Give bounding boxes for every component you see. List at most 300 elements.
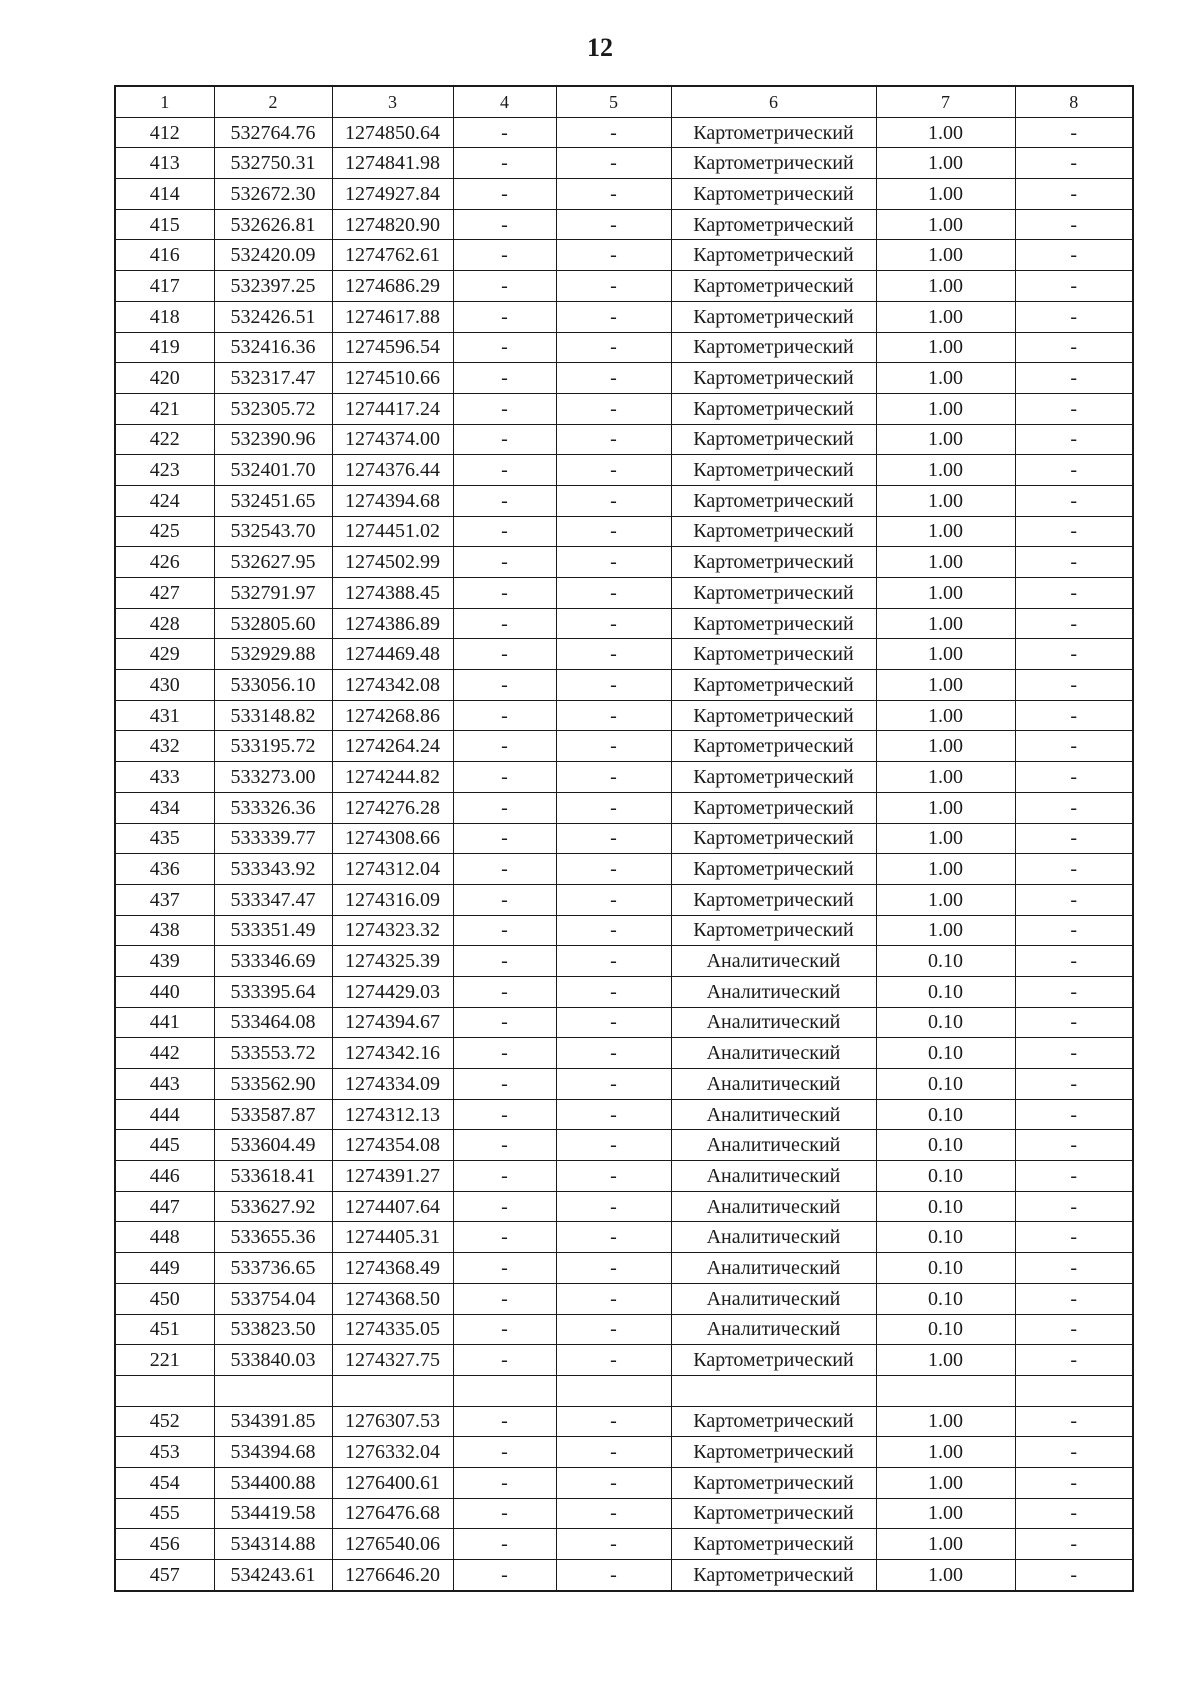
cell-y-coordinate: 1276540.06 (332, 1529, 453, 1560)
cell-accuracy: 0.10 (876, 1038, 1015, 1069)
cell-accuracy: 1.00 (876, 1560, 1015, 1591)
cell-col-5: - (556, 1467, 671, 1498)
cell-col-4: - (453, 1253, 556, 1284)
cell-x-coordinate: 533627.92 (214, 1191, 332, 1222)
cell-col-4: - (453, 363, 556, 394)
cell-col-5: - (556, 1007, 671, 1038)
cell-point-number (115, 1375, 214, 1406)
cell-col-5: - (556, 762, 671, 793)
table-row (115, 1038, 1133, 1069)
cell-method: Аналитический (671, 1314, 876, 1345)
cell-col-8: - (1015, 1222, 1133, 1253)
cell-col-4: - (453, 271, 556, 302)
cell-y-coordinate (332, 1375, 453, 1406)
cell-x-coordinate: 533343.92 (214, 854, 332, 885)
cell-x-coordinate: 532791.97 (214, 578, 332, 609)
cell-col-4: - (453, 578, 556, 609)
table-separator-row (115, 1375, 1133, 1406)
cell-col-4: - (453, 1437, 556, 1468)
cell-col-4: - (453, 884, 556, 915)
cell-y-coordinate: 1276646.20 (332, 1560, 453, 1591)
table-row (115, 639, 1133, 670)
cell-col-8: - (1015, 823, 1133, 854)
table-row (115, 976, 1133, 1007)
cell-x-coordinate: 533562.90 (214, 1069, 332, 1100)
cell-col-4: - (453, 1467, 556, 1498)
cell-col-5: - (556, 731, 671, 762)
cell-x-coordinate: 533464.08 (214, 1007, 332, 1038)
cell-accuracy: 1.00 (876, 148, 1015, 179)
cell-col-5: - (556, 179, 671, 210)
cell-accuracy: 0.10 (876, 1130, 1015, 1161)
table-row (115, 1007, 1133, 1038)
cell-col-8: - (1015, 670, 1133, 701)
cell-col-4: - (453, 209, 556, 240)
cell-point-number: 413 (115, 148, 214, 179)
cell-col-8: - (1015, 179, 1133, 210)
cell-x-coordinate: 533553.72 (214, 1038, 332, 1069)
table-row (115, 884, 1133, 915)
cell-y-coordinate: 1274502.99 (332, 547, 453, 578)
cell-col-8: - (1015, 271, 1133, 302)
column-header-5: 5 (556, 86, 671, 117)
cell-x-coordinate: 533339.77 (214, 823, 332, 854)
cell-method: Аналитический (671, 1038, 876, 1069)
cell-method: Аналитический (671, 1099, 876, 1130)
cell-x-coordinate: 532805.60 (214, 608, 332, 639)
cell-y-coordinate: 1274264.24 (332, 731, 453, 762)
cell-accuracy: 1.00 (876, 209, 1015, 240)
cell-col-4: - (453, 179, 556, 210)
cell-point-number: 449 (115, 1253, 214, 1284)
cell-y-coordinate: 1274312.04 (332, 854, 453, 885)
cell-method: Аналитический (671, 1283, 876, 1314)
cell-accuracy: 1.00 (876, 1529, 1015, 1560)
cell-col-5: - (556, 1345, 671, 1376)
cell-accuracy: 0.10 (876, 1069, 1015, 1100)
cell-method: Картометрический (671, 209, 876, 240)
cell-col-5: - (556, 823, 671, 854)
cell-col-8: - (1015, 1467, 1133, 1498)
cell-accuracy: 1.00 (876, 1467, 1015, 1498)
cell-point-number: 423 (115, 455, 214, 486)
cell-col-5 (556, 1375, 671, 1406)
cell-y-coordinate: 1274327.75 (332, 1345, 453, 1376)
cell-accuracy: 0.10 (876, 1222, 1015, 1253)
cell-y-coordinate: 1274342.08 (332, 670, 453, 701)
cell-col-5: - (556, 1437, 671, 1468)
cell-col-5: - (556, 578, 671, 609)
cell-x-coordinate: 533587.87 (214, 1099, 332, 1130)
cell-method: Картометрический (671, 301, 876, 332)
cell-col-5: - (556, 976, 671, 1007)
cell-point-number: 419 (115, 332, 214, 363)
cell-method: Картометрический (671, 393, 876, 424)
table-row (115, 301, 1133, 332)
table-row (115, 1406, 1133, 1437)
column-header-6: 6 (671, 86, 876, 117)
cell-col-8: - (1015, 731, 1133, 762)
cell-x-coordinate: 532305.72 (214, 393, 332, 424)
cell-y-coordinate: 1274417.24 (332, 393, 453, 424)
cell-point-number: 455 (115, 1498, 214, 1529)
cell-col-4: - (453, 1222, 556, 1253)
column-header-2: 2 (214, 86, 332, 117)
cell-col-4: - (453, 240, 556, 271)
cell-point-number: 438 (115, 915, 214, 946)
cell-col-4: - (453, 1007, 556, 1038)
cell-col-4: - (453, 731, 556, 762)
table-row (115, 1069, 1133, 1100)
cell-point-number: 446 (115, 1161, 214, 1192)
cell-col-5: - (556, 332, 671, 363)
cell-accuracy: 1.00 (876, 547, 1015, 578)
cell-col-5: - (556, 148, 671, 179)
cell-x-coordinate: 532764.76 (214, 117, 332, 148)
table-row (115, 946, 1133, 977)
cell-accuracy: 1.00 (876, 639, 1015, 670)
cell-y-coordinate: 1274510.66 (332, 363, 453, 394)
cell-col-5: - (556, 1314, 671, 1345)
cell-y-coordinate: 1274335.05 (332, 1314, 453, 1345)
cell-method: Картометрический (671, 117, 876, 148)
cell-col-8: - (1015, 485, 1133, 516)
cell-method: Картометрический (671, 823, 876, 854)
table-row (115, 547, 1133, 578)
cell-col-8: - (1015, 117, 1133, 148)
cell-point-number: 442 (115, 1038, 214, 1069)
cell-x-coordinate: 532416.36 (214, 332, 332, 363)
cell-col-8: - (1015, 332, 1133, 363)
cell-col-8: - (1015, 884, 1133, 915)
cell-point-number: 441 (115, 1007, 214, 1038)
cell-accuracy: 1.00 (876, 823, 1015, 854)
column-header-1: 1 (115, 86, 214, 117)
cell-col-5: - (556, 1038, 671, 1069)
cell-point-number: 425 (115, 516, 214, 547)
table-row (115, 209, 1133, 240)
cell-col-4: - (453, 1130, 556, 1161)
cell-col-5: - (556, 639, 671, 670)
cell-col-4: - (453, 1406, 556, 1437)
cell-col-8: - (1015, 1498, 1133, 1529)
cell-y-coordinate: 1274354.08 (332, 1130, 453, 1161)
cell-y-coordinate: 1274394.67 (332, 1007, 453, 1038)
cell-col-8: - (1015, 762, 1133, 793)
cell-x-coordinate: 533148.82 (214, 700, 332, 731)
cell-col-8: - (1015, 516, 1133, 547)
cell-point-number: 418 (115, 301, 214, 332)
cell-col-5: - (556, 670, 671, 701)
table-row (115, 332, 1133, 363)
cell-y-coordinate: 1274368.50 (332, 1283, 453, 1314)
cell-y-coordinate: 1274342.16 (332, 1038, 453, 1069)
cell-col-8: - (1015, 1191, 1133, 1222)
cell-point-number: 439 (115, 946, 214, 977)
cell-col-5: - (556, 1130, 671, 1161)
cell-x-coordinate: 533840.03 (214, 1345, 332, 1376)
cell-accuracy: 0.10 (876, 1191, 1015, 1222)
cell-method: Картометрический (671, 424, 876, 455)
cell-col-5: - (556, 792, 671, 823)
cell-point-number: 427 (115, 578, 214, 609)
cell-method: Картометрический (671, 578, 876, 609)
cell-col-8: - (1015, 1560, 1133, 1591)
cell-accuracy: 1.00 (876, 179, 1015, 210)
cell-col-4: - (453, 823, 556, 854)
cell-method: Аналитический (671, 1253, 876, 1284)
cell-accuracy: 1.00 (876, 301, 1015, 332)
cell-col-8: - (1015, 946, 1133, 977)
cell-accuracy: 1.00 (876, 915, 1015, 946)
cell-method: Картометрический (671, 608, 876, 639)
table-row (115, 455, 1133, 486)
cell-y-coordinate: 1274469.48 (332, 639, 453, 670)
cell-col-8: - (1015, 700, 1133, 731)
cell-method: Картометрический (671, 1406, 876, 1437)
cell-col-4: - (453, 639, 556, 670)
cell-col-5: - (556, 393, 671, 424)
table-row (115, 608, 1133, 639)
cell-method: Картометрический (671, 854, 876, 885)
cell-method: Картометрический (671, 762, 876, 793)
cell-accuracy: 0.10 (876, 946, 1015, 977)
cell-point-number: 431 (115, 700, 214, 731)
cell-method: Картометрический (671, 1437, 876, 1468)
cell-accuracy: 1.00 (876, 1498, 1015, 1529)
cell-x-coordinate: 532390.96 (214, 424, 332, 455)
table-row (115, 485, 1133, 516)
cell-accuracy: 1.00 (876, 1345, 1015, 1376)
table-row (115, 1314, 1133, 1345)
cell-accuracy: 1.00 (876, 884, 1015, 915)
cell-x-coordinate: 533195.72 (214, 731, 332, 762)
cell-accuracy: 1.00 (876, 393, 1015, 424)
cell-col-4: - (453, 608, 556, 639)
table-row (115, 516, 1133, 547)
cell-col-4: - (453, 854, 556, 885)
cell-point-number: 450 (115, 1283, 214, 1314)
cell-y-coordinate: 1274927.84 (332, 179, 453, 210)
cell-point-number: 433 (115, 762, 214, 793)
cell-col-4: - (453, 1345, 556, 1376)
table-row (115, 393, 1133, 424)
cell-col-5: - (556, 1253, 671, 1284)
cell-col-8: - (1015, 792, 1133, 823)
cell-method: Картометрический (671, 1467, 876, 1498)
cell-col-4: - (453, 117, 556, 148)
cell-y-coordinate: 1274394.68 (332, 485, 453, 516)
cell-y-coordinate: 1274617.88 (332, 301, 453, 332)
cell-accuracy: 0.10 (876, 1007, 1015, 1038)
cell-method (671, 1375, 876, 1406)
cell-method: Картометрический (671, 332, 876, 363)
cell-accuracy: 0.10 (876, 1283, 1015, 1314)
cell-col-8: - (1015, 1099, 1133, 1130)
cell-col-8: - (1015, 1038, 1133, 1069)
cell-y-coordinate: 1274596.54 (332, 332, 453, 363)
cell-accuracy: 0.10 (876, 1314, 1015, 1345)
table-row (115, 271, 1133, 302)
cell-x-coordinate: 533604.49 (214, 1130, 332, 1161)
cell-x-coordinate: 534394.68 (214, 1437, 332, 1468)
cell-col-5: - (556, 608, 671, 639)
cell-x-coordinate: 533351.49 (214, 915, 332, 946)
cell-x-coordinate: 533326.36 (214, 792, 332, 823)
cell-y-coordinate: 1274323.32 (332, 915, 453, 946)
cell-accuracy: 1.00 (876, 240, 1015, 271)
cell-x-coordinate: 533823.50 (214, 1314, 332, 1345)
cell-accuracy: 0.10 (876, 1253, 1015, 1284)
cell-point-number: 447 (115, 1191, 214, 1222)
table-header-row (115, 86, 1133, 117)
cell-point-number: 434 (115, 792, 214, 823)
cell-col-4: - (453, 455, 556, 486)
cell-col-5: - (556, 946, 671, 977)
cell-col-4: - (453, 485, 556, 516)
cell-col-4: - (453, 792, 556, 823)
cell-y-coordinate: 1274841.98 (332, 148, 453, 179)
cell-accuracy: 1.00 (876, 271, 1015, 302)
cell-y-coordinate: 1274368.49 (332, 1253, 453, 1284)
cell-point-number: 424 (115, 485, 214, 516)
cell-point-number: 443 (115, 1069, 214, 1100)
cell-col-8: - (1015, 424, 1133, 455)
cell-point-number: 432 (115, 731, 214, 762)
table-row (115, 1498, 1133, 1529)
cell-method: Аналитический (671, 1222, 876, 1253)
cell-accuracy: 1.00 (876, 670, 1015, 701)
cell-col-4: - (453, 301, 556, 332)
cell-accuracy: 0.10 (876, 976, 1015, 1007)
cell-y-coordinate: 1274405.31 (332, 1222, 453, 1253)
cell-col-4: - (453, 1099, 556, 1130)
table-row (115, 578, 1133, 609)
cell-col-5: - (556, 424, 671, 455)
cell-accuracy (876, 1375, 1015, 1406)
cell-col-5: - (556, 1069, 671, 1100)
cell-method: Картометрический (671, 915, 876, 946)
cell-col-8: - (1015, 301, 1133, 332)
cell-col-5: - (556, 1099, 671, 1130)
cell-col-4: - (453, 946, 556, 977)
cell-y-coordinate: 1274451.02 (332, 516, 453, 547)
cell-accuracy: 1.00 (876, 455, 1015, 486)
cell-col-4: - (453, 516, 556, 547)
cell-y-coordinate: 1274386.89 (332, 608, 453, 639)
cell-x-coordinate: 532426.51 (214, 301, 332, 332)
cell-method: Аналитический (671, 1130, 876, 1161)
cell-method: Аналитический (671, 1161, 876, 1192)
table-row (115, 1529, 1133, 1560)
cell-method: Картометрический (671, 455, 876, 486)
table-row (115, 179, 1133, 210)
cell-method: Картометрический (671, 884, 876, 915)
table-row (115, 792, 1133, 823)
cell-y-coordinate: 1276400.61 (332, 1467, 453, 1498)
table-row (115, 1161, 1133, 1192)
cell-col-8: - (1015, 240, 1133, 271)
cell-y-coordinate: 1274407.64 (332, 1191, 453, 1222)
cell-col-5: - (556, 915, 671, 946)
cell-accuracy: 1.00 (876, 424, 1015, 455)
cell-col-8 (1015, 1375, 1133, 1406)
cell-col-8: - (1015, 1069, 1133, 1100)
cell-col-8: - (1015, 854, 1133, 885)
cell-x-coordinate: 534419.58 (214, 1498, 332, 1529)
table-row (115, 762, 1133, 793)
cell-col-4: - (453, 1069, 556, 1100)
cell-col-4: - (453, 1560, 556, 1591)
cell-method: Картометрический (671, 1498, 876, 1529)
cell-point-number: 415 (115, 209, 214, 240)
cell-col-8: - (1015, 1253, 1133, 1284)
cell-point-number: 437 (115, 884, 214, 915)
cell-col-4: - (453, 1161, 556, 1192)
cell-point-number: 417 (115, 271, 214, 302)
cell-y-coordinate: 1274850.64 (332, 117, 453, 148)
cell-point-number: 435 (115, 823, 214, 854)
cell-col-5: - (556, 455, 671, 486)
cell-col-5: - (556, 1406, 671, 1437)
cell-col-8: - (1015, 209, 1133, 240)
cell-y-coordinate: 1274276.28 (332, 792, 453, 823)
cell-col-8: - (1015, 363, 1133, 394)
cell-point-number: 454 (115, 1467, 214, 1498)
cell-method: Картометрический (671, 148, 876, 179)
cell-col-4: - (453, 976, 556, 1007)
cell-method: Картометрический (671, 731, 876, 762)
cell-point-number: 440 (115, 976, 214, 1007)
cell-method: Картометрический (671, 516, 876, 547)
table-row (115, 700, 1133, 731)
table-row (115, 1283, 1133, 1314)
table-row (115, 823, 1133, 854)
cell-y-coordinate: 1274374.00 (332, 424, 453, 455)
column-header-3: 3 (332, 86, 453, 117)
cell-method: Аналитический (671, 1007, 876, 1038)
cell-col-8: - (1015, 1283, 1133, 1314)
cell-accuracy: 1.00 (876, 117, 1015, 148)
table-row (115, 1130, 1133, 1161)
cell-x-coordinate: 532543.70 (214, 516, 332, 547)
table-row (115, 1191, 1133, 1222)
cell-y-coordinate: 1274391.27 (332, 1161, 453, 1192)
table-body (115, 86, 1133, 1591)
cell-col-4: - (453, 332, 556, 363)
cell-col-4: - (453, 915, 556, 946)
cell-col-8: - (1015, 455, 1133, 486)
cell-y-coordinate: 1274820.90 (332, 209, 453, 240)
cell-col-8: - (1015, 1437, 1133, 1468)
cell-method: Картометрический (671, 271, 876, 302)
cell-col-5: - (556, 1191, 671, 1222)
cell-col-5: - (556, 884, 671, 915)
cell-method: Аналитический (671, 976, 876, 1007)
cell-x-coordinate: 533395.64 (214, 976, 332, 1007)
cell-accuracy: 1.00 (876, 1406, 1015, 1437)
cell-col-8: - (1015, 639, 1133, 670)
cell-y-coordinate: 1274308.66 (332, 823, 453, 854)
cell-point-number: 436 (115, 854, 214, 885)
cell-col-5: - (556, 485, 671, 516)
cell-col-8: - (1015, 1345, 1133, 1376)
cell-x-coordinate: 533754.04 (214, 1283, 332, 1314)
cell-col-5: - (556, 301, 671, 332)
cell-col-5: - (556, 1161, 671, 1192)
cell-accuracy: 1.00 (876, 485, 1015, 516)
cell-accuracy: 1.00 (876, 731, 1015, 762)
